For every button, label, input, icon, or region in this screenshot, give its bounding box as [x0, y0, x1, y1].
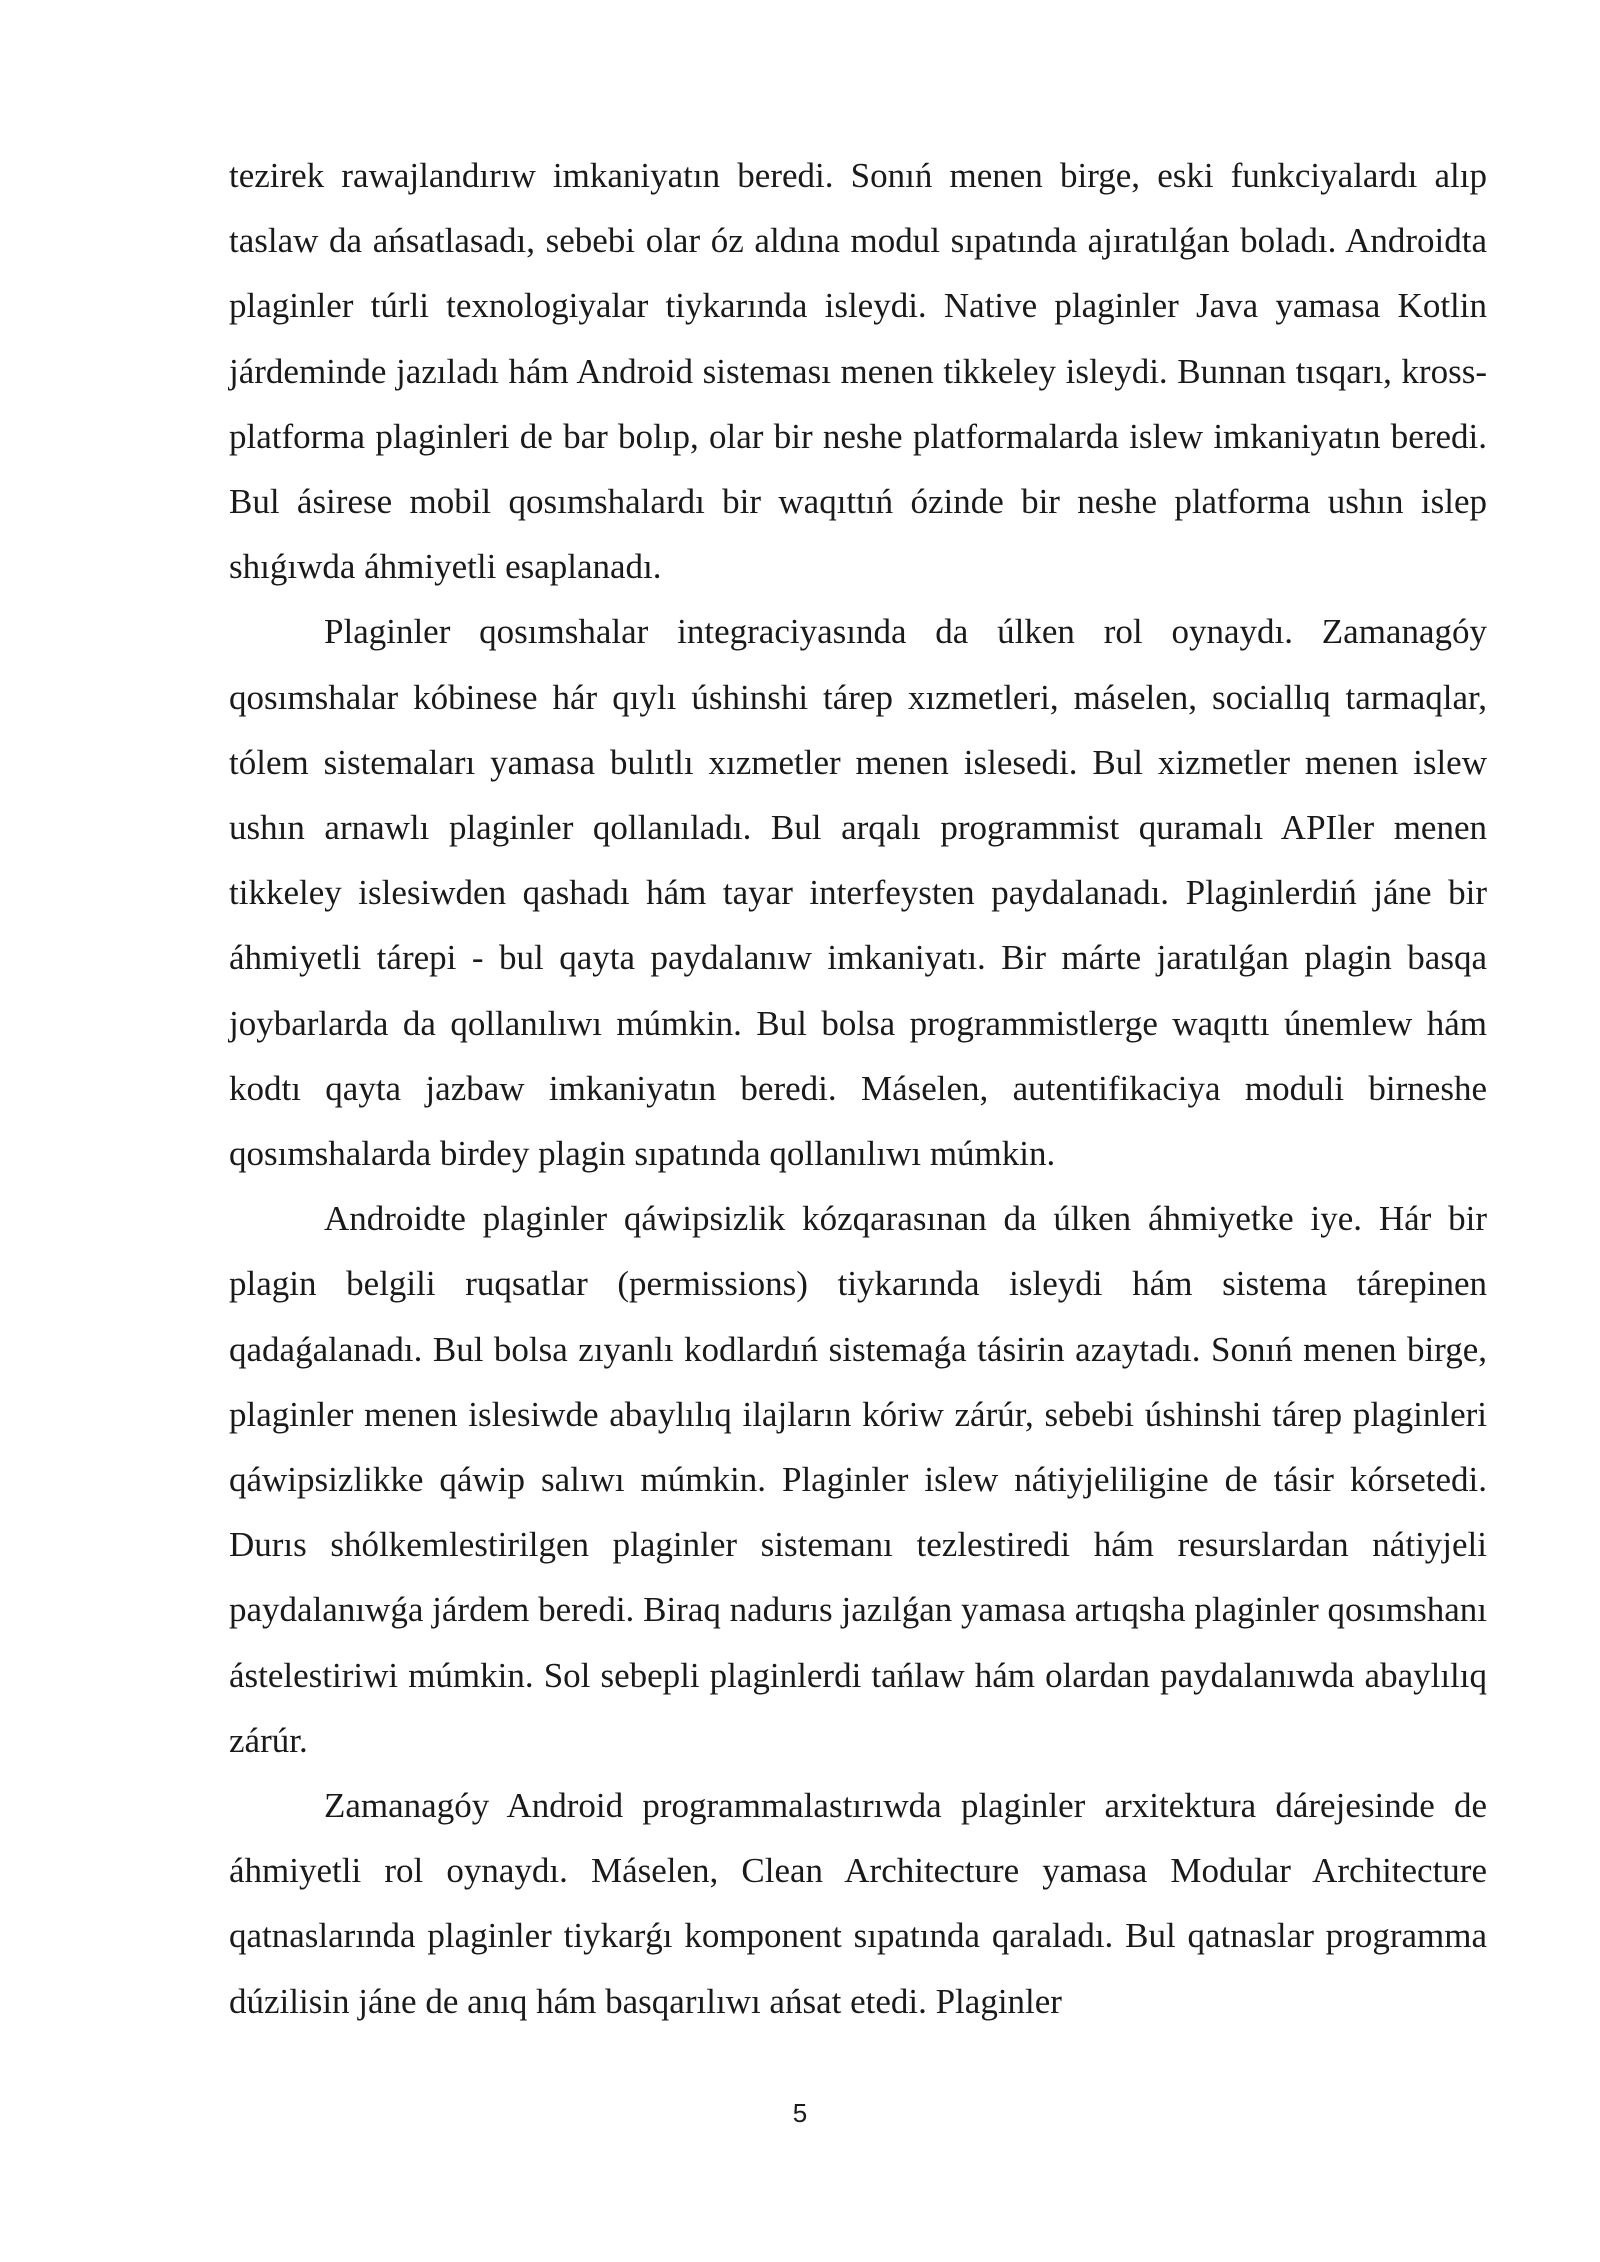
paragraph-plugins-security: Androidte plaginler qáwipsizlik kózqarasınan da úlken áhmiyetke iye. Hár bir plagin belgili ruqsatlar (permissions) tiykarında isleydi hám sistema tárepinen qadaǵalanadı. Bul bolsa zıyanlı kodlardıń sistemaǵa tásirin azaytadı. Sonıń menen birge, plaginler menen islesiwde abaylılıq ilajların kóriw zárúr, sebebi úshinshi tárep plaginleri qáwipsizlikke qáwip salıwı múmkin. Plaginler islew nátiyjeliligine de tásir kórsetedi. Durıs shólkemlestirilgen plaginler sistemanı tezlestiredi hám resurslardan nátiyjeli paydalanıwǵa járdem beredi. Biraq nadurıs jazılǵan yamasa artıqsha plaginler qosımshanı ástelestiriwi múmkin. Sol sebepli plaginlerdi tańlaw hám olardan paydalanıwda abaylılıq zárúr.: [229, 1199, 1487, 1760]
paragraph-plugins-architecture: Zamanagóy Android programmalastırıwda plaginler arxitektura dárejesinde de áhmiyetli rol oynaydı. Máselen, Clean Architecture yamasa Modular Architecture qatnaslarında plaginler tiykarǵı komponent sıpatında qaraladı. Bul qatnaslar programma dúzilisin jáne de anıq hám basqarılıwı ańsat etedi. Plaginler: [229, 1786, 1487, 2021]
page-number: 5: [792, 2098, 808, 2128]
paragraph-plugins-integration: Plaginler qosımshalar integraciyasında da úlken rol oynaydı. Zamanagóy qosımshalar kóbinese hár qıylı úshinshi tárep xızmetleri, máselen, sociallıq tarmaqlar, tólem sistemaları yamasa bulıtlı xızmetler menen islesedi. Bul xizmetler menen islew ushın arnawlı plaginler qollanıladı. Bul arqalı programmist quramalı APIler menen tikkeley islesiwden qashadı hám tayar interfeysten paydalanadı. Plaginlerdiń jáne bir áhmiyetli tárepi - bul qayta paydalanıw imkaniyatı. Bir márte jaratılǵan plagin basqa joybarlarda da qollanılıwı múmkin. Bul bolsa programmistlerge waqıttı únemlew hám kodtı qayta jazbaw imkaniyatın beredi. Máselen, autentifikaciya moduli birneshe qosımshalarda birdey plagin sıpatında qollanılıwı múmkin.: [229, 612, 1487, 1174]
paragraph-continued: tezirek rawajlandırıw imkaniyatın beredi. Sonıń menen birge, eski funkciyalardı alıp taslaw da ańsatlasadı, sebebi olar óz aldına modul sıpatında ajıratılǵan boladı. Androidta plaginler túrli texnologiyalar tiykarında isleydi. Native plaginler Java yamasa Kotlin járdeminde jazıladı hám Android sisteması menen tikkeley isleydi. Bunnan tısqarı, kross-platforma plaginleri de bar bolıp, olar bir neshe platformalarda islew imkaniyatın beredi. Bul ásirese mobil qosımshalardı bir waqıttıń ózinde bir neshe platforma ushın islep shıǵıwda áhmiyetli esaplanadı.: [229, 156, 1487, 587]
body-text: [229, 143, 1487, 2034]
